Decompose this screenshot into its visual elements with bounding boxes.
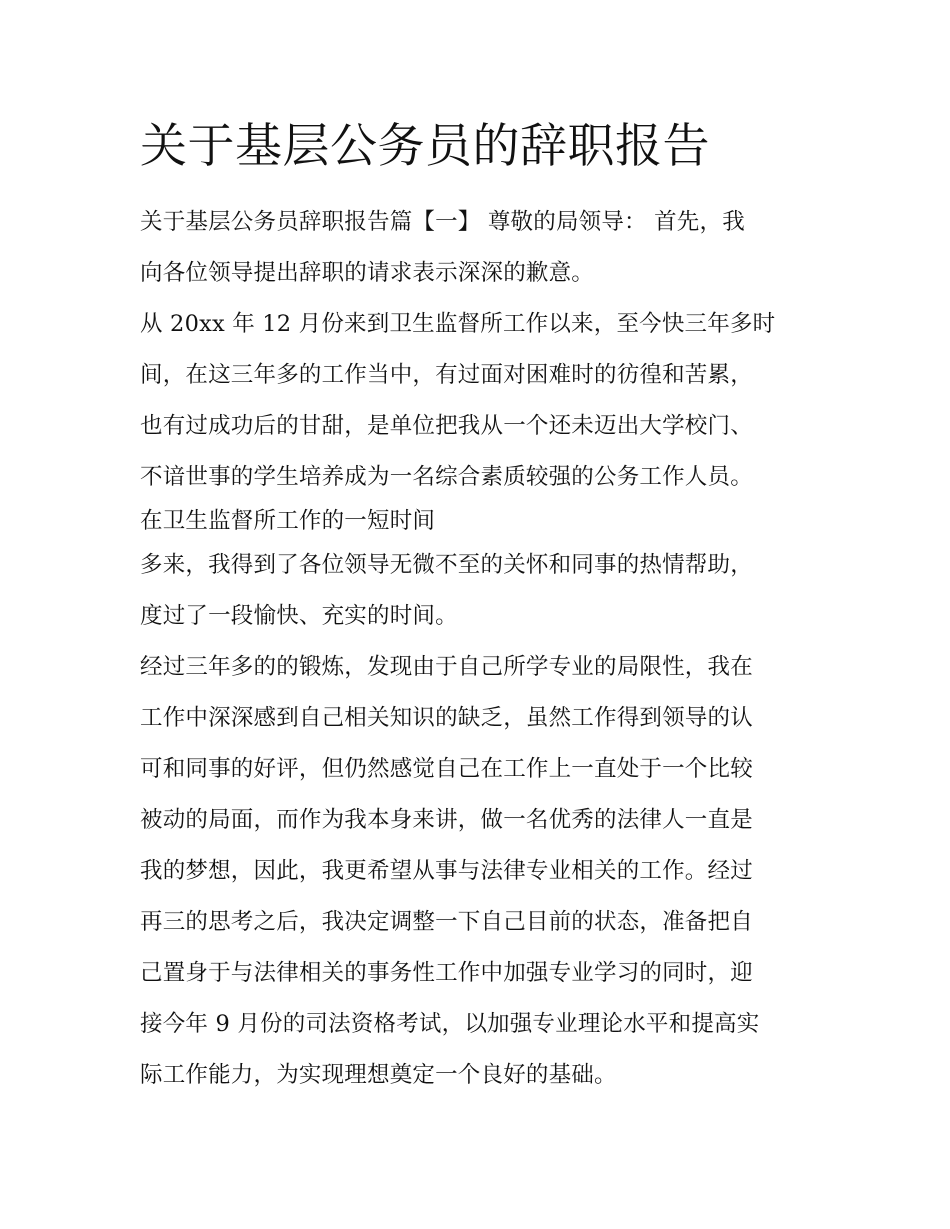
body-line: 我的梦想，因此，我更希望从事与法律专业相关的工作。经过	[140, 858, 753, 884]
body-line: 从 20xx 年 12 月份来到卫生监督所工作以来，至今快三年多时	[140, 311, 776, 337]
body-line: 不谙世事的学生培养成为一名综合素质较强的公务工作人员。	[140, 464, 753, 490]
document-title: 关于基层公务员的辞职报告	[140, 119, 710, 174]
body-line: 接今年 9 月份的司法资格考试，以加强专业理论水平和提高实	[140, 1011, 760, 1037]
body-line: 向各位领导提出辞职的请求表示深深的歉意。	[140, 260, 595, 286]
body-line: 被动的局面，而作为我本身来讲，做一名优秀的法律人一直是	[140, 807, 753, 833]
body-line: 也有过成功后的甘甜，是单位把我从一个还未迈出大学校门、	[140, 413, 753, 439]
body-line: 多来，我得到了各位领导无微不至的关怀和同事的热情帮助，	[140, 552, 753, 578]
document-body	[140, 200, 820, 1104]
body-line: 经过三年多的的锻炼，发现由于自己所学专业的局限性，我在	[140, 654, 753, 680]
body-line: 再三的思考之后，我决定调整一下自己目前的状态，准备把自	[140, 909, 753, 935]
body-line: 在卫生监督所工作的一短时间	[140, 508, 436, 534]
body-line: 关于基层公务员辞职报告篇【一】 尊敬的局领导： 首先，我	[140, 209, 745, 235]
body-line: 工作中深深感到自己相关知识的缺乏，虽然工作得到领导的认	[140, 705, 753, 731]
body-line: 己置身于与法律相关的事务性工作中加强专业学习的同时，迎	[140, 960, 753, 986]
body-line: 间，在这三年多的工作当中，有过面对困难时的彷徨和苦累，	[140, 362, 753, 388]
body-line: 际工作能力，为实现理想奠定一个良好的基础。	[140, 1062, 617, 1088]
body-line: 可和同事的好评，但仍然感觉自己在工作上一直处于一个比较	[140, 756, 753, 782]
body-line: 度过了一段愉快、充实的时间。	[140, 603, 458, 629]
